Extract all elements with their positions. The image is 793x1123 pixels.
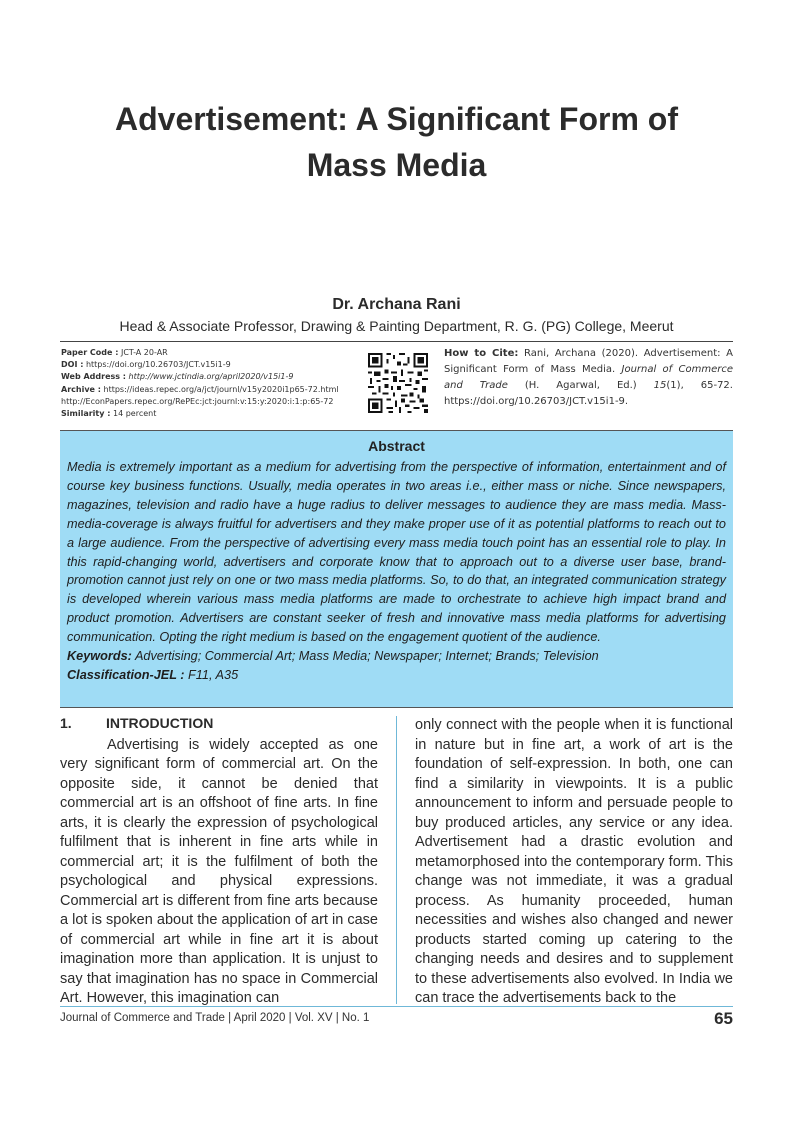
archive-label: Archive : xyxy=(61,384,101,394)
cite-text-2: (H. Agarwal, Ed.) xyxy=(524,380,637,391)
econpapers-line[interactable]: http://EconPapers.repec.org/RePEc:jct:journl:v:15:y:2020:i:1:p:65-72 xyxy=(61,396,334,406)
abstract-box xyxy=(60,430,733,708)
web-label: Web Address : xyxy=(61,372,126,382)
section-heading xyxy=(60,714,378,734)
archive-line xyxy=(61,384,361,396)
similarity-value: 14 percent xyxy=(112,409,157,419)
column-divider xyxy=(396,716,397,1004)
cite-doi[interactable]: https://doi.org/10.26703/JCT.v15i1-9. xyxy=(444,396,629,407)
intro-paragraph-right: only connect with the people when it is functional in nature but in fine art, a work of art is the foundation of self-expression. In both, one can find a similarity in viewpoints. It is a public announcement to inform and persuade people to buy produced articles, any service or any idea. Advertisement had a drastic evolution and metamorphosed into the contemporary form. This change was not immediate, it was a gradual process. As humanity proceeded, human necessities and wishes also changed and newer products started coming up catering to the changing needs and desires and to supplement to these advertisements also evolved. In India we can trace the advertisements back to the xyxy=(415,717,733,1006)
page-number: 65 xyxy=(714,1009,733,1028)
similarity-label: Similarity : xyxy=(61,409,111,419)
similarity-line xyxy=(61,408,361,420)
left-column xyxy=(60,714,378,1009)
right-column xyxy=(415,716,733,1009)
paper-code-label: Paper Code : xyxy=(61,348,119,357)
section-title: INTRODUCTION xyxy=(106,715,214,731)
author-name: Dr. Archana Rani xyxy=(332,296,461,313)
author-affiliation: Head & Associate Professor, Drawing & Painting Department, R. G. (PG) College, Meerut xyxy=(119,318,674,334)
jel-line xyxy=(67,666,726,685)
cite-label: How to Cite: xyxy=(444,348,519,359)
keywords-value: Advertising; Commercial Art; Mass Media; Newspaper; Internet; Brands; Television xyxy=(134,649,599,664)
doi-label: DOI : xyxy=(61,360,84,370)
cite-text-1: Rani, Archana (2020). Advertisement: A Significant Form of Mass Media. xyxy=(444,348,734,375)
jel-label: Classification-JEL : xyxy=(67,668,185,683)
footer-journal-info: Journal of Commerce and Trade | April 2020 | Vol. XV | No. 1 xyxy=(60,1012,370,1024)
keywords-line xyxy=(67,647,726,666)
abstract-heading: Abstract xyxy=(368,438,425,454)
archive-link[interactable]: https://ideas.repec.org/a/jct/journl/v15y2020i1p65-72.html xyxy=(103,384,339,394)
paper-code-line xyxy=(61,347,361,359)
keywords-label: Keywords: xyxy=(67,649,132,664)
qr-code-icon xyxy=(368,353,428,413)
abstract-text: Media is extremely important as a medium for advertising from the perspective of information, entertainment and of course key business functions. Usually, media operates in two areas i.e., either mass or niche. Since newspapers, magazines, television and radio have a huge radius to deliver messages to audience they are mass media. Mass-media-coverage is always fruitful for advertisers and they make proper use of it as potential platforms to reach out to a large audience. From the perspective of advertising every mass media touch point has an essential role to play. In this rapid-changing world, advertisers and corporate know that to approach out to a diverse user base, brand-promotion cannot just rely on one or two mass media platforms. So, to do that, an integrated communication strategy is developed wherein various mass media platforms are made to orchestrate to achieve high impact brand and product promotion. Advertisers are constant seeker of fresh and innovative mass media platforms for advertising communication. Opting the right medium is based on the engagement quotient of the audience. xyxy=(67,460,726,645)
web-link[interactable]: http://www.jctindia.org/april2020/v15i1-9 xyxy=(128,372,294,382)
jel-value: F11, A35 xyxy=(188,668,239,683)
section-number: 1. xyxy=(60,715,72,731)
intro-paragraph-left: Advertising is widely accepted as one very significant form of commercial art. On the opposite side, it cannot be denied that commercial art is an offshoot of fine arts. In fine arts, it is clearly the expression of psychological fulfilment that is inherent in fine arts while in commercial art; it is the fulfilment of both the psychological and physical expressions. Commercial art is different from fine arts because a lot is spoken about the application of art in case of commercial art while in fine art it is about imagination more than application. It is unjust to say that imagination has no space in Commercial Art. However, this imagination can xyxy=(60,736,378,1006)
how-to-cite xyxy=(444,346,733,410)
paper-code-value: JCT-A 20-AR xyxy=(120,348,168,357)
paper-title xyxy=(60,96,733,188)
footer-rule xyxy=(60,1006,733,1007)
cite-journal: Journal of Commerce and Trade xyxy=(444,364,733,391)
doi-link[interactable]: https://doi.org/10.26703/JCT.v15i1-9 xyxy=(85,360,231,370)
web-line xyxy=(61,371,361,383)
header-rule xyxy=(60,341,733,342)
paper-metadata xyxy=(61,347,361,420)
cite-text-3: (1), 65-72. xyxy=(666,380,733,391)
cite-volume: 15 xyxy=(653,380,667,391)
title-line-2: Mass Media xyxy=(306,147,487,183)
title-line-1: Advertisement: A Significant Form of xyxy=(114,101,678,137)
doi-line xyxy=(61,359,361,371)
